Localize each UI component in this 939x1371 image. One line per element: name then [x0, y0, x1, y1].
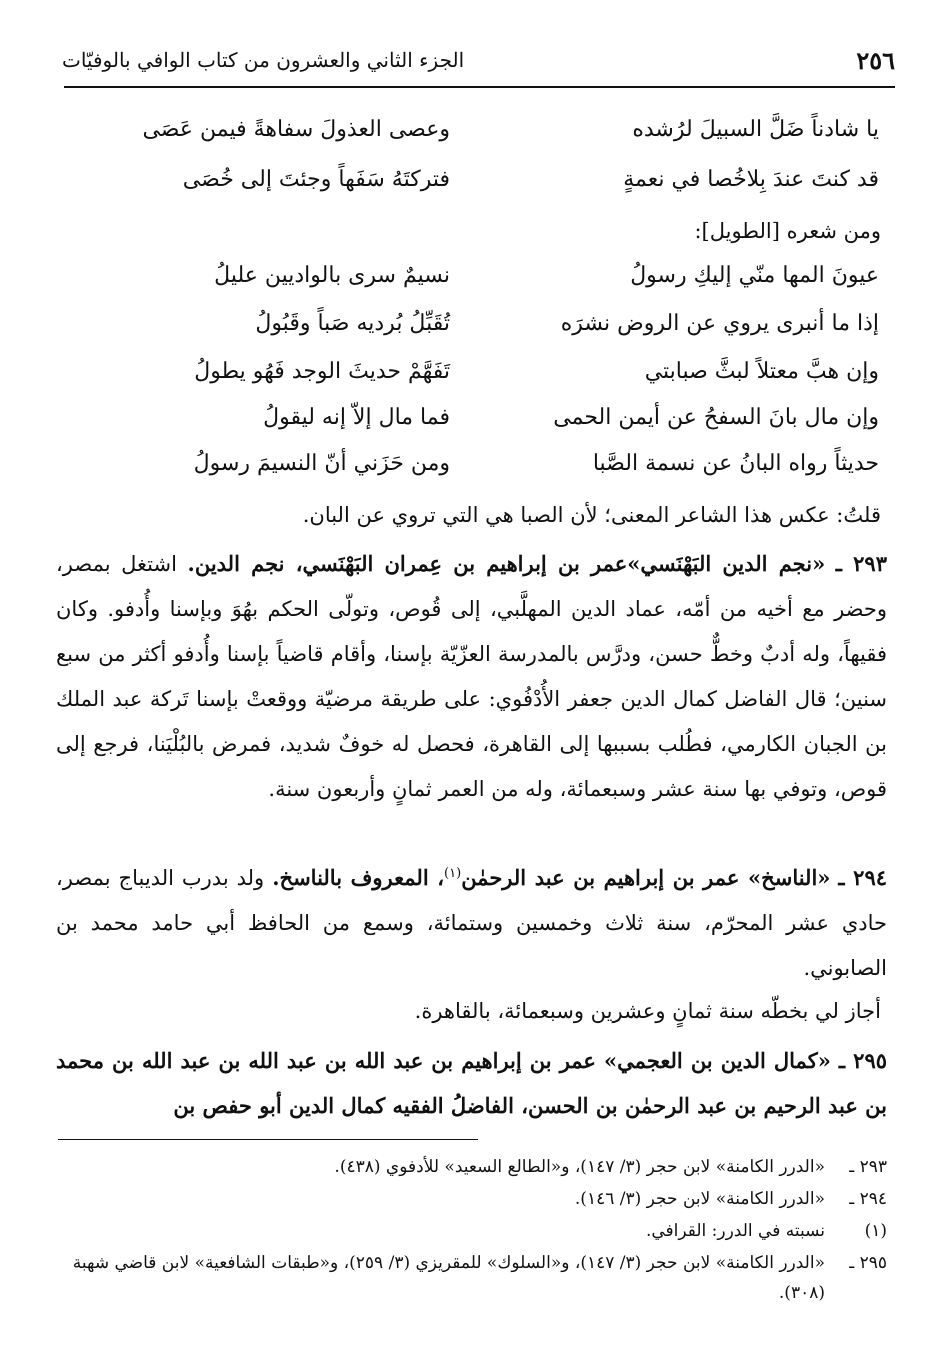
header-divider: [64, 86, 895, 88]
entry-note: أجاز لي بخطّه سنة ثمانٍ وعشرين وسبعمائة، بالقاهرة.: [414, 999, 881, 1023]
verse-second-hemistich: تَفَهَّمْ حديثَ الوجد فَهُو يطولُ: [194, 358, 450, 384]
footnote-text: نسبته في الدرر: القرافي.: [645, 1221, 825, 1241]
footnote-label: ٢٩٣ ـ: [849, 1157, 887, 1177]
verse-line: [150, 300, 879, 346]
verse-line: [150, 348, 879, 394]
verse-first-hemistich: يا شادناً ضَلَّ السبيلَ لرُشده: [632, 116, 879, 142]
verse-line: [150, 440, 879, 486]
verse-first-hemistich: عيونَ المها منّي إليكِ رسولُ: [630, 262, 879, 288]
entry-title: «كمال الدين بن العجمي» عمر بن إبراهيم بن عبد الله بن عبد الله بن عبد الله بن محمد بن عبد الرحيم بن عبد الرحمٰن بن الحسن، الفاضلُ الفقيه كمال الدين أبو حفص بن: [56, 1048, 887, 1118]
footnote: [58, 1248, 887, 1308]
verse-first-hemistich: حديثاً رواه البانُ عن نسمة الصَّبا: [592, 450, 879, 476]
verse-first-hemistich: إذا ما أنبرى يروي عن الروض نشرَه: [560, 310, 879, 336]
footnote-label: ٢٩٥ ـ: [849, 1253, 887, 1273]
page-header: [62, 42, 895, 78]
page-number: ٢٥٦: [856, 45, 895, 75]
footnote-reference[interactable]: (١): [444, 866, 462, 881]
verse-line: [142, 106, 879, 152]
verse-first-hemistich: قد كنتَ عندَ بِلاخُصا في نعمةٍ: [623, 166, 879, 192]
verse-second-hemistich: فما مال إلاّ إنه ليقولُ: [263, 404, 450, 430]
verse-second-hemistich: ومن حَزَني أنّ النسيمَ رسولُ: [193, 450, 450, 476]
verse-line: [150, 156, 879, 202]
entry-title: «نجم الدين البَهْنَسي»عمر بن إبراهيم بن عِمران البَهْنَسي، نجم الدين.: [187, 551, 826, 576]
verse-second-hemistich: فتركتَهُ سَفَهاً وجئتَ إلى خُصَى: [182, 166, 450, 192]
entry-number: ٢٩٣ ـ: [835, 551, 887, 576]
verse-second-hemistich: نسيمٌ سرى بالواديين عليلُ: [214, 262, 450, 288]
poem-intro: ومن شعره [الطويل]:: [694, 219, 881, 243]
entry-body: ولد بدرب الديباج بمصر، حادي عشر المحرّم، سنة ثلاث وخمسين وستمائة، وسمع من الحافظ أبي حامد محمد بن الصابوني.: [56, 866, 887, 980]
verse-line: [150, 394, 879, 440]
entry-title-continued: ، المعروف بالناسخ.: [272, 865, 445, 890]
verse-line: [150, 252, 879, 298]
footnote-text: «الدرر الكامنة» لابن حجر (٣/ ١٤٧)، و«السلوك» للمقريزي (٣/ ٢٥٩)، و«طبقات الشافعية» لابن قاضي شهبة (٣٠٨).: [72, 1253, 825, 1303]
biography-entry-295: [56, 1038, 887, 1128]
entry-number: ٢٩٥ ـ: [838, 1048, 888, 1073]
entry-number: ٢٩٤ ـ: [838, 865, 888, 890]
verse-second-hemistich: وعصى العذولَ سفاهةً فيمن عَصَى: [142, 116, 450, 142]
remark-line: قلتُ: عكس هذا الشاعر المعنى؛ لأن الصبا هي التي تروي عن البان.: [302, 503, 881, 527]
footnote: [58, 1216, 887, 1246]
footnote: [58, 1152, 887, 1182]
verse-first-hemistich: وإن مال بانَ السفحُ عن أيمن الحمى: [553, 404, 879, 430]
verse-second-hemistich: تُقَبِّلُ بُرديه صَباً وقَبُولُ: [255, 310, 450, 336]
footnote-label: ٢٩٤ ـ: [849, 1189, 887, 1209]
footnote-label: (١): [864, 1221, 887, 1241]
footnote: [58, 1184, 887, 1214]
running-title: الجزء الثاني والعشرون من كتاب الوافي بالوفيّات: [62, 48, 465, 72]
verse-first-hemistich: وإن هبَّ معتلاً لبثَّ صبابتي: [644, 358, 879, 384]
footnote-divider: [58, 1139, 478, 1140]
biography-entry-294: [56, 851, 887, 991]
entry-title: «الناسخ» عمر بن إبراهيم بن عبد الرحمٰن: [461, 865, 831, 890]
biography-entry-293: [56, 541, 887, 812]
footnote-text: «الدرر الكامنة» لابن حجر (٣/ ١٤٦).: [574, 1189, 825, 1209]
entry-body: اشتغل بمصر، وحضر مع أخيه من أمّه، عماد الدين المهلَّبي، إلى قُوص، وتولّى الحكم بهُوَ وبإسنا وأُدفو. وكان فقيهاً، وله أدبٌ وخطٌّ حسن، ودرَّس بالمدرسة العزّيّة بإسنا، وأقام قاضياً بإسنا وأُدفو أكثر من سبع سنين؛ قال الفاضل كمال الدين جعفر الأُدْفُوي: على طريقة مرضيّة ووقعتْ بإسنا تَركة عبد الملك بن الجبان الكارمي، فطُلب بسببها إلى القاهرة، فحصل له خوفٌ شديد، فمرض بالبُلْيَنا، فرجع إلى قوص، وتوفي بها سنة عشر وسبعمائة، وله من العمر ثمانٍ وأربعون سنة.: [56, 552, 887, 801]
footnote-text: «الدرر الكامنة» لابن حجر (٣/ ١٤٧)، و«الطالع السعيد» للأدفوي (٤٣٨).: [334, 1157, 825, 1177]
